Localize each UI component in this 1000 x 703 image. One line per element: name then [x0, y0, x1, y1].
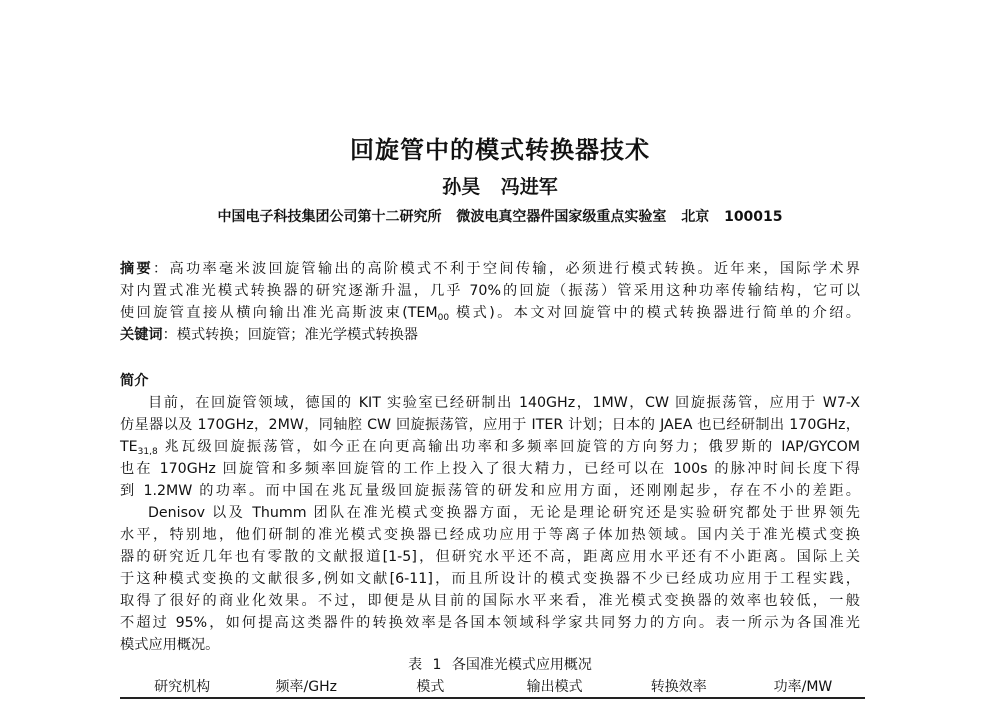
te-subscript: 31,8	[137, 447, 158, 457]
introduction	[120, 370, 860, 656]
affiliation: 中国电子科技集团公司第十二研究所 微波电真空器件国家级重点实验室 北京 100015	[217, 209, 783, 225]
paragraph-line: 器的研究近几年也有零散的文献报道[1-5]，但研究水平还不高，距离应用水平还有不小距离。国际上关	[120, 549, 860, 565]
paragraph-line: 仿星器以及 170GHz，2MW，同轴腔 CW 回旋振荡管，应用于 ITER 计划；日本的 JAEA 也已经研制出 170GHz，	[120, 417, 860, 433]
table-header-cell: 研究机构	[154, 679, 211, 695]
paragraph-line: 兆瓦级回旋振荡管，如今正在向更高输出功率和多频率回旋管的方向努力；俄罗斯的 IAP/GYCOM	[164, 439, 860, 455]
abstract-line: ：高功率毫米波回旋管输出的高阶模式不利于空间传输，必须进行模式转换。近年来，国际学术界	[153, 261, 860, 277]
table-rule	[120, 697, 865, 699]
table-header-cell: 功率/MW	[773, 679, 833, 695]
abstract-line: 模式)。本文对回旋管中的模式转换器进行简单的介绍。	[456, 305, 860, 321]
paragraph-line: 水平，特别地，他们研制的准光模式变换器已经成功应用于等离子体加热领域。国内关于准光模式变换	[120, 527, 860, 543]
abstract-line: 使回旋管直接从横向输出准光高斯波束(TEM	[120, 305, 438, 321]
paragraph-line: 不超过 95%，如何提高这类器件的转换效率是各国本领域科学家共同努力的方向。表一所示为各国准光	[120, 615, 860, 631]
paragraph-line: 取得了很好的商业化效果。不过，即便是从目前的国际水平来看，准光模式变换器的效率也较低，一般	[120, 593, 860, 609]
table-caption: 表 1 各国准光模式应用概况	[408, 657, 592, 673]
abstract	[120, 258, 860, 346]
table-header	[120, 676, 865, 696]
paper-title: 回旋管中的模式转换器技术	[350, 136, 650, 164]
keywords: ：模式转换；回旋管；准光学模式转换器	[162, 327, 418, 343]
paragraph-line: 也在 170GHz 回旋管和多频率回旋管的工作上投入了很大精力，已经可以在 100s 的脉冲时间长度下得	[120, 461, 860, 477]
paragraph-line: 于这种模式变换的文献很多,例如文献[6-11]，而且所设计的模式变换器不少已经成功应用于工程实践，	[120, 571, 860, 587]
table-header-cell: 频率/GHz	[275, 679, 337, 695]
keywords-label: 关键词	[120, 327, 163, 343]
te-mode: TE	[120, 439, 138, 455]
paragraph-line: 目前，在回旋管领域，德国的 KIT 实验室已经研制出 140GHz，1MW，CW 回旋振荡管，应用于 W7-X	[148, 395, 860, 411]
table-header-cell: 转换效率	[650, 679, 707, 695]
authors: 孙昊 冯进军	[442, 176, 558, 198]
abstract-line: 对内置式准光模式转换器的研究逐渐升温，几乎 70%的回旋（振荡）管采用这种功率传输结构，它可以	[120, 283, 860, 299]
tem-subscript: 00	[437, 313, 450, 323]
paragraph-line: 到 1.2MW 的功率。而中国在兆瓦量级回旋振荡管的研发和应用方面，还刚刚起步，存在不小的差距。	[120, 483, 860, 499]
table-header-cell: 模式	[416, 679, 445, 695]
paragraph-line: 模式应用概况。	[120, 637, 220, 653]
section-heading: 简介	[120, 373, 149, 389]
abstract-label: 摘要	[120, 261, 153, 277]
paragraph-line: Denisov 以及 Thumm 团队在准光模式变换器方面，无论是理论研究还是实验研究都处于世界领先	[148, 505, 860, 521]
table-header-cell: 输出模式	[526, 679, 583, 695]
